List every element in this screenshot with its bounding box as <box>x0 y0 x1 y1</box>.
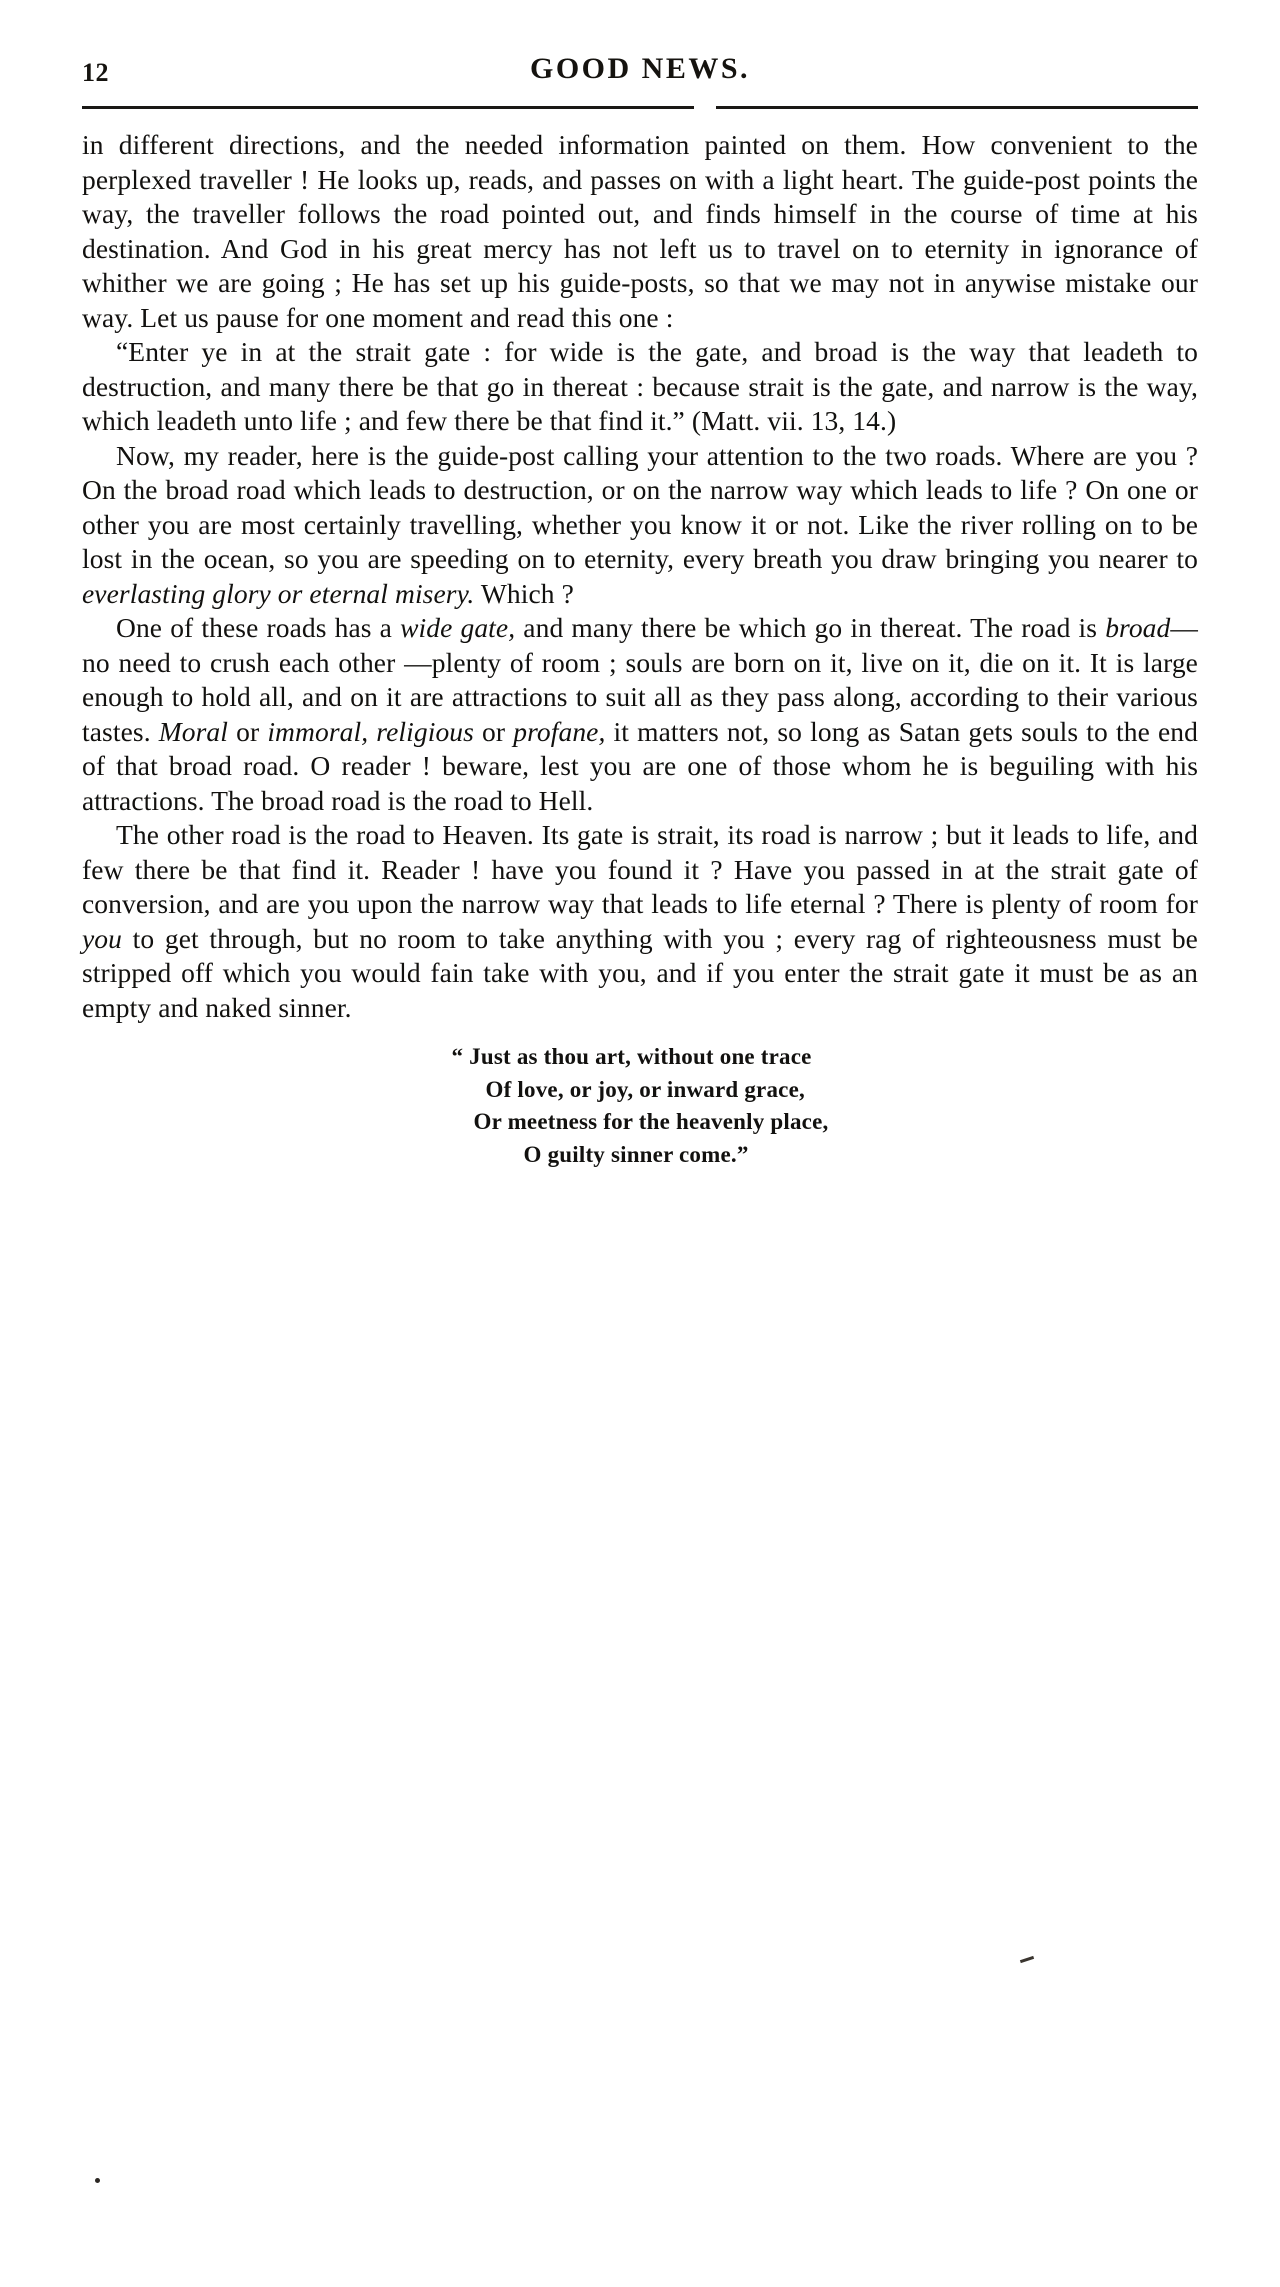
paragraph-broad-road <box>82 611 1198 818</box>
verse-line-2: Of love, or joy, or inward grace, <box>485 1076 805 1102</box>
stray-ink-mark-lower <box>95 2178 100 2183</box>
page-header <box>82 0 1198 96</box>
narrow-road-text-b: to get through, but no room to take anything with you ; every rag of righteousness must be stripped off which you would fain take with you, and if you enter the strait gate it must be as an empty and naked sinner. <box>82 922 1198 1023</box>
stray-ink-mark-upper <box>1020 1956 1034 1963</box>
emphasis-immoral-religious: immoral, religious <box>267 715 474 747</box>
page-number: 12 <box>82 58 109 87</box>
verse-line-4: O guilty sinner come.” <box>523 1141 749 1167</box>
body-text <box>82 128 1198 1172</box>
broad-road-text-d: or <box>228 715 268 747</box>
verse-line-3: Or meetness for the heavenly place, <box>473 1109 829 1135</box>
emphasis-you: you <box>82 922 123 954</box>
paragraph-narrow-road <box>82 818 1198 1025</box>
header-rule <box>82 96 1198 118</box>
broad-road-text-e: or <box>473 715 514 747</box>
broad-road-text-f: it matters not, so long as Satan gets souls to the end of that broad road. O reader ! beware, lest you are one of those whom he is beguiling with his attractions. The broad road is the road to Hell. <box>82 715 1198 816</box>
verse-block <box>452 1041 829 1172</box>
broad-road-text-b: and many there be which go in thereat. The road is <box>515 612 1106 643</box>
scripture-text: “Enter ye in at the strait gate : for wide is the gate, and broad is the way that leadeth to destruction, and many there be that go in thereat : because strait is the gate, and narrow is the way, which leadeth unto life ; and few there be that find it.” (Matt. vii. 13, 14.) <box>82 336 1198 436</box>
paragraph-two-roads <box>82 439 1198 612</box>
broad-road-text-a: One of these roads has a <box>116 612 401 643</box>
emphasis-broad: broad <box>1105 612 1171 643</box>
verse-quotation <box>82 1041 1198 1172</box>
broad-road-text-c: —no need to crush each other —plenty of room ; souls are born on it, live on it, die on it. It is large enough to hold all, and on it are attractions to suit all as they pass along, according to their various tastes. <box>82 612 1198 747</box>
horizontal-rule <box>82 106 1198 109</box>
paragraph-opening: in different directions, and the needed information painted on them. How convenient to the perplexed traveller ! He looks up, reads, and passes on with a light heart. The guide-post points the way, the traveller follows the road pointed out, and finds himself in the course of time at his destination. And God in his great mercy has not left us to travel on to eternity in ignorance of whither we are going ; He has set up his guide-posts, so that we may not in anywise mistake our way. Let us pause for one moment and read this one : <box>82 129 1198 333</box>
rule-gap <box>694 102 716 114</box>
two-roads-tail: Which ? <box>474 577 574 609</box>
two-roads-text: Now, my reader, here is the guide-post calling your attention to the two roads. Where are you ? On the broad road which leads to destruction, or on the narrow way which leads to life ? On one or other you are most certainly travelling, whether you know it or not. Like the river rolling on to be lost in the ocean, so you are speeding on to eternity, every breath you draw bringing you nearer to <box>82 439 1198 574</box>
narrow-road-text-a: The other road is the road to Heaven. Its gate is strait, its road is narrow ; but it leads to life, and few there be that find it. Reader ! have you found it ? Have you passed in at the strait gate of conversion, and are you upon the narrow way that leads to life eternal ? There is plenty of room for <box>82 819 1198 919</box>
emphasis-moral: Moral <box>158 715 229 747</box>
emphasis-wide-gate: wide gate, <box>400 612 516 643</box>
emphasis-profane: profane, <box>513 715 606 747</box>
paragraph-scripture-quote <box>82 335 1198 439</box>
running-title: GOOD NEWS. <box>529 52 751 85</box>
emphasis-everlasting-glory: everlasting glory or eternal misery. <box>82 577 475 609</box>
verse-line-1: “ Just as thou art, without one trace <box>451 1044 812 1069</box>
